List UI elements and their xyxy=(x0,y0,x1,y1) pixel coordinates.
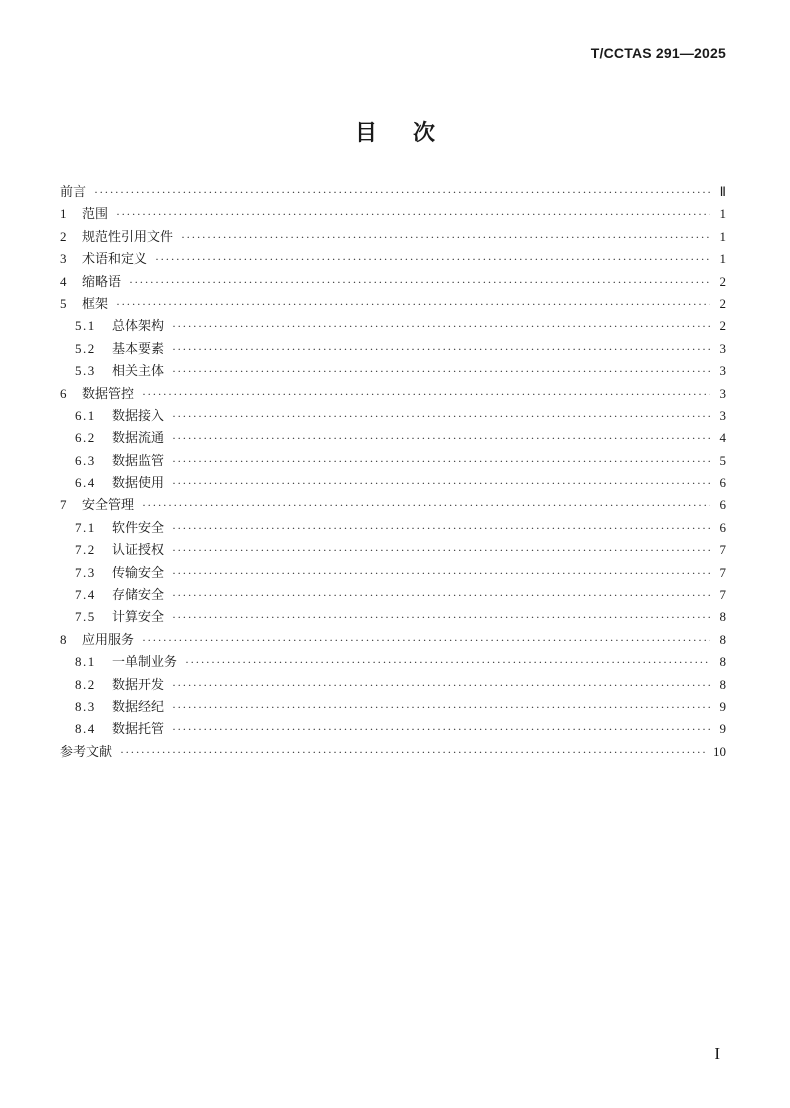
toc-entry-page: 1 xyxy=(719,228,726,244)
toc-entry-label: 数据经纪 xyxy=(112,699,165,715)
toc-entry-page: 1 xyxy=(719,206,726,222)
toc-entry-page: 4 xyxy=(719,430,726,446)
toc-entry-page: 3 xyxy=(719,363,726,379)
toc-entry[interactable] xyxy=(60,405,726,427)
toc-entry[interactable] xyxy=(60,562,726,584)
toc-entry-page: 8 xyxy=(719,631,726,647)
toc-entry-number: 3 xyxy=(60,251,67,267)
toc-dot-leader xyxy=(155,248,710,270)
toc-dot-leader xyxy=(142,383,710,405)
toc-entry[interactable] xyxy=(60,741,726,763)
toc-entry-page: 6 xyxy=(719,519,726,535)
toc-entry-label: 一单制业务 xyxy=(112,655,178,671)
toc-entry-label: 数据使用 xyxy=(112,476,165,492)
toc-entry-number: 7.1 xyxy=(75,519,96,535)
toc-entry-label: 缩略语 xyxy=(82,274,122,290)
toc-entry-number: 1 xyxy=(60,206,67,222)
toc-entry-number: 5 xyxy=(60,295,67,311)
toc-entry[interactable] xyxy=(60,427,726,449)
toc-entry-number: 7.5 xyxy=(75,609,96,625)
toc-entry[interactable] xyxy=(60,203,726,225)
toc-entry-label: 计算安全 xyxy=(112,610,165,626)
toc-entry-number: 7 xyxy=(60,497,67,513)
toc-entry-number: 8.1 xyxy=(75,654,96,670)
toc-entry-page: 8 xyxy=(719,654,726,670)
toc-entry-number: 7.4 xyxy=(75,587,96,603)
toc-entry[interactable] xyxy=(60,315,726,337)
toc-entry-label: 总体架构 xyxy=(112,319,165,335)
document-code: T/CCTAS 291—2025 xyxy=(590,45,726,61)
toc-entry-label: 存储安全 xyxy=(112,588,165,604)
toc-entry-number: 8.3 xyxy=(75,698,96,714)
toc-dot-leader xyxy=(172,360,710,382)
toc-entry[interactable] xyxy=(60,517,726,539)
toc-entry-page: 8 xyxy=(719,676,726,692)
toc-entry-label: 应用服务 xyxy=(82,632,135,648)
toc-entry-label: 术语和定义 xyxy=(82,252,148,268)
toc-entry-label: 范围 xyxy=(82,207,109,223)
toc-dot-leader xyxy=(172,606,710,628)
toc-entry[interactable] xyxy=(60,539,726,561)
toc-entry-label: 框架 xyxy=(82,296,109,312)
toc-entry-page: 1 xyxy=(719,251,726,267)
toc-entry-page: 3 xyxy=(719,340,726,356)
toc-entry-number: 5.3 xyxy=(75,363,96,379)
toc-entry[interactable] xyxy=(60,338,726,360)
toc-entry-label: 前言 xyxy=(60,185,87,200)
toc-dot-leader xyxy=(172,718,710,740)
toc-entry-page: 8 xyxy=(719,609,726,625)
toc-dot-leader xyxy=(185,651,710,673)
toc-entry-number: 6.2 xyxy=(75,430,96,446)
toc-entry-number: 4 xyxy=(60,273,67,289)
toc-entry[interactable] xyxy=(60,472,726,494)
table-of-contents xyxy=(60,181,726,763)
toc-entry[interactable] xyxy=(60,696,726,718)
toc-dot-leader xyxy=(181,226,710,248)
page-title: 目次 xyxy=(354,121,471,146)
toc-dot-leader xyxy=(172,674,710,696)
toc-entry-number: 5.2 xyxy=(75,340,96,356)
toc-entry-label: 数据管控 xyxy=(82,386,135,402)
toc-entry[interactable] xyxy=(60,674,726,696)
toc-entry-label: 安全管理 xyxy=(82,498,135,514)
toc-entry-page: Ⅱ xyxy=(719,184,726,199)
toc-dot-leader xyxy=(172,539,710,561)
toc-entry-label: 传输安全 xyxy=(112,565,165,581)
toc-dot-leader xyxy=(116,203,710,225)
toc-dot-leader xyxy=(94,181,710,203)
toc-entry-page: 6 xyxy=(719,497,726,513)
toc-dot-leader xyxy=(172,696,710,718)
toc-entry-label: 基本要素 xyxy=(112,341,165,357)
toc-entry-label: 相关主体 xyxy=(112,364,165,380)
toc-entry-number: 6 xyxy=(60,385,67,401)
toc-entry-label: 数据接入 xyxy=(112,408,165,424)
toc-entry[interactable] xyxy=(60,360,726,382)
toc-entry-page: 7 xyxy=(719,587,726,603)
toc-dot-leader xyxy=(172,427,710,449)
toc-entry-page: 2 xyxy=(719,318,726,334)
toc-entry[interactable] xyxy=(60,651,726,673)
toc-entry-page: 7 xyxy=(719,564,726,580)
toc-entry[interactable] xyxy=(60,271,726,293)
page-number: I xyxy=(714,1044,720,1063)
toc-entry-label: 认证授权 xyxy=(112,543,165,559)
toc-entry[interactable] xyxy=(60,226,726,248)
toc-dot-leader xyxy=(172,405,710,427)
toc-dot-leader xyxy=(172,584,710,606)
toc-entry-page: 7 xyxy=(719,542,726,558)
toc-dot-leader xyxy=(120,741,707,763)
toc-entry-label: 参考文献 xyxy=(60,744,113,760)
toc-dot-leader xyxy=(142,494,710,516)
toc-entry-label: 数据开发 xyxy=(112,677,165,693)
toc-entry-label: 数据流通 xyxy=(112,431,165,447)
toc-dot-leader xyxy=(172,338,710,360)
toc-entry[interactable] xyxy=(60,181,726,203)
toc-entry-number: 6.4 xyxy=(75,475,96,491)
toc-entry[interactable] xyxy=(60,718,726,740)
toc-entry-page: 10 xyxy=(713,743,726,759)
toc-entry[interactable] xyxy=(60,606,726,628)
toc-entry-number: 8.2 xyxy=(75,676,96,692)
toc-entry-page: 3 xyxy=(719,385,726,401)
toc-entry-page: 5 xyxy=(719,452,726,468)
toc-entry-page: 6 xyxy=(719,475,726,491)
toc-entry-page: 3 xyxy=(719,407,726,423)
toc-dot-leader xyxy=(172,517,710,539)
toc-dot-leader xyxy=(172,562,710,584)
toc-entry[interactable] xyxy=(60,293,726,315)
toc-entry-number: 8.4 xyxy=(75,721,96,737)
toc-dot-leader xyxy=(172,472,710,494)
toc-entry-label: 规范性引用文件 xyxy=(82,229,174,245)
toc-entry-label: 数据托管 xyxy=(112,722,165,738)
toc-entry-number: 6.1 xyxy=(75,407,96,423)
toc-entry-label: 数据监管 xyxy=(112,453,165,469)
toc-entry-page: 9 xyxy=(719,698,726,714)
toc-entry[interactable] xyxy=(60,584,726,606)
toc-entry[interactable] xyxy=(60,383,726,405)
toc-entry-page: 2 xyxy=(719,273,726,289)
toc-dot-leader xyxy=(172,315,710,337)
toc-entry-number: 6.3 xyxy=(75,452,96,468)
toc-entry[interactable] xyxy=(60,248,726,270)
toc-entry-page: 2 xyxy=(719,295,726,311)
toc-dot-leader xyxy=(116,293,710,315)
toc-entry-label: 软件安全 xyxy=(112,520,165,536)
toc-entry[interactable] xyxy=(60,629,726,651)
toc-dot-leader xyxy=(142,629,710,651)
toc-dot-leader xyxy=(172,450,710,472)
toc-entry-number: 5.1 xyxy=(75,318,96,334)
toc-dot-leader xyxy=(129,271,710,293)
toc-entry-number: 7.2 xyxy=(75,542,96,558)
toc-entry-number: 8 xyxy=(60,631,67,647)
toc-entry[interactable] xyxy=(60,494,726,516)
toc-entry-number: 7.3 xyxy=(75,564,96,580)
toc-entry[interactable] xyxy=(60,450,726,472)
toc-entry-page: 9 xyxy=(719,721,726,737)
toc-entry-number: 2 xyxy=(60,228,67,244)
